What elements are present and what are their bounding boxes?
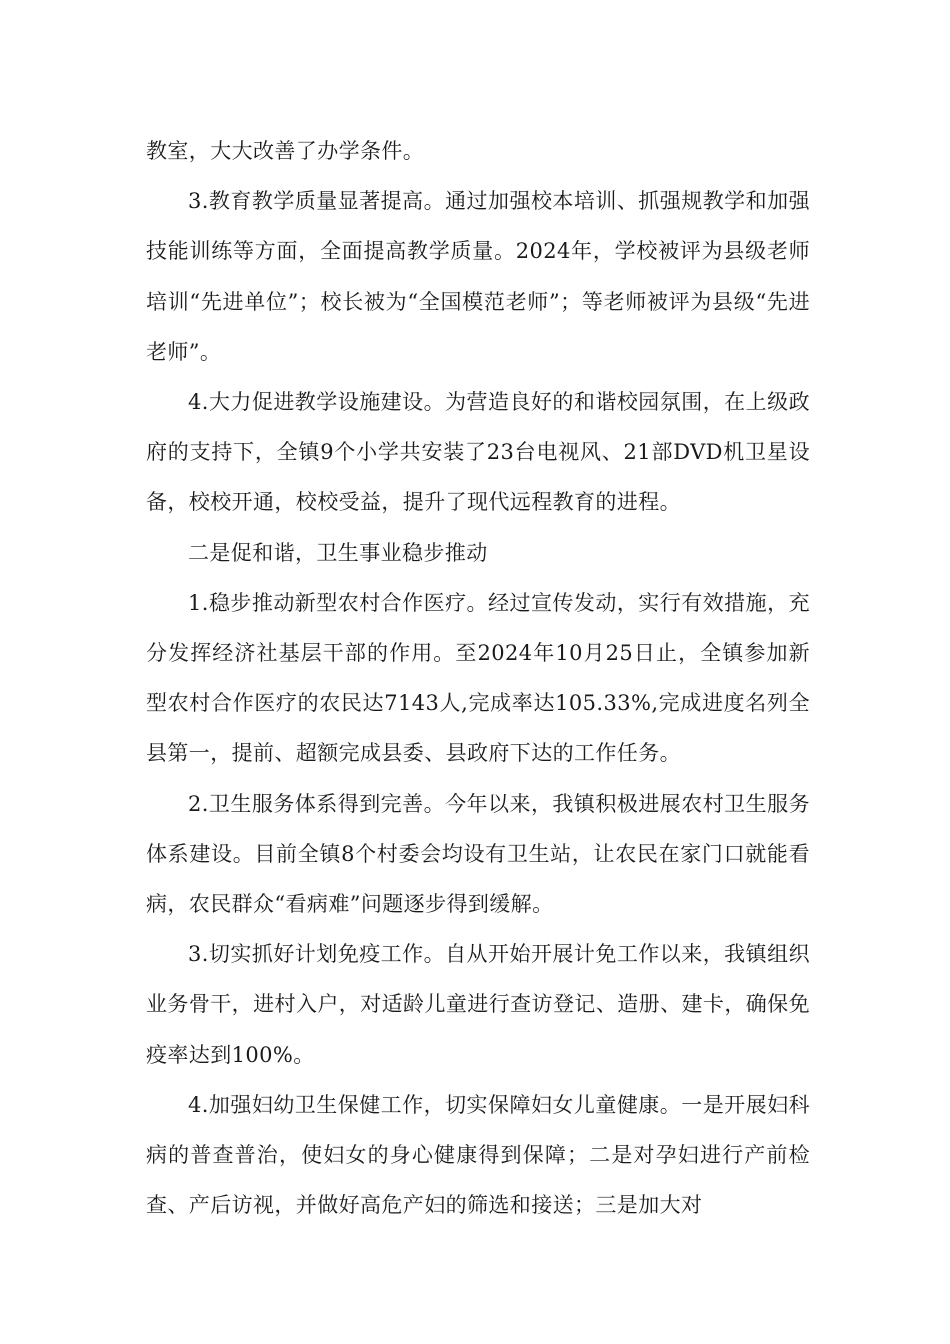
paragraph-teaching-facilities: 4.大力促进教学设施建设。为营造良好的和谐校园氛围，在上级政府的支持下，全镇9个小学共安装了23台电视风、21部DVD机卫星设备，校校开通，校校受益，提升了现代远程教育的进程。 xyxy=(146,390,810,515)
paragraph-health-service-system: 2.卫生服务体系得到完善。今年以来，我镇积极进展农村卫生服务体系建设。目前全镇8个村委会均设有卫生站，让农民在家门口就能看病，农民群众“看病难”问题逐步得到缓解。 xyxy=(146,791,810,917)
section-heading-health: 二是促和谐，卫生事业稳步推动 xyxy=(188,540,488,565)
paragraph-rural-medical-cooperation: 1.稳步推动新型农村合作医疗。经过宣传发动，实行有效措施，充分发挥经济社基层干部的作用。至2024年10月25日止，全镇参加新型农村合作医疗的农民达7143人,完成率达105.33%,完成进度名列全县第一，提前、超额完成县委、县政府下达的工作任务。 xyxy=(146,590,810,766)
paragraph-maternal-child-health: 4.加强妇幼卫生保健工作，切实保障妇女儿童健康。一是开展妇科病的普查普治，使妇女的身心健康得到保障；二是对孕妇进行产前检查、产后访视，并做好高危产妇的筛选和接送；三是加大对 xyxy=(146,1092,810,1218)
paragraph-immunization: 3.切实抓好计划免疫工作。自从开始开展计免工作以来，我镇组织业务骨干，进村入户，对适龄儿童进行查访登记、造册、建卡，确保免疫率达到100%。 xyxy=(146,942,810,1067)
paragraph-classroom-conditions: 教室，大大改善了办学条件。 xyxy=(146,139,425,163)
paragraph-teaching-quality: 3.教育教学质量显著提高。通过加强校本培训、抓强规教学和加强技能训练等方面，全面提高教学质量。2024年，学校被评为县级老师培训“先进单位”；校长被为“全国模范老师”；等老师被评为县级“先进老师”。 xyxy=(146,189,810,364)
document-body xyxy=(146,126,810,1230)
